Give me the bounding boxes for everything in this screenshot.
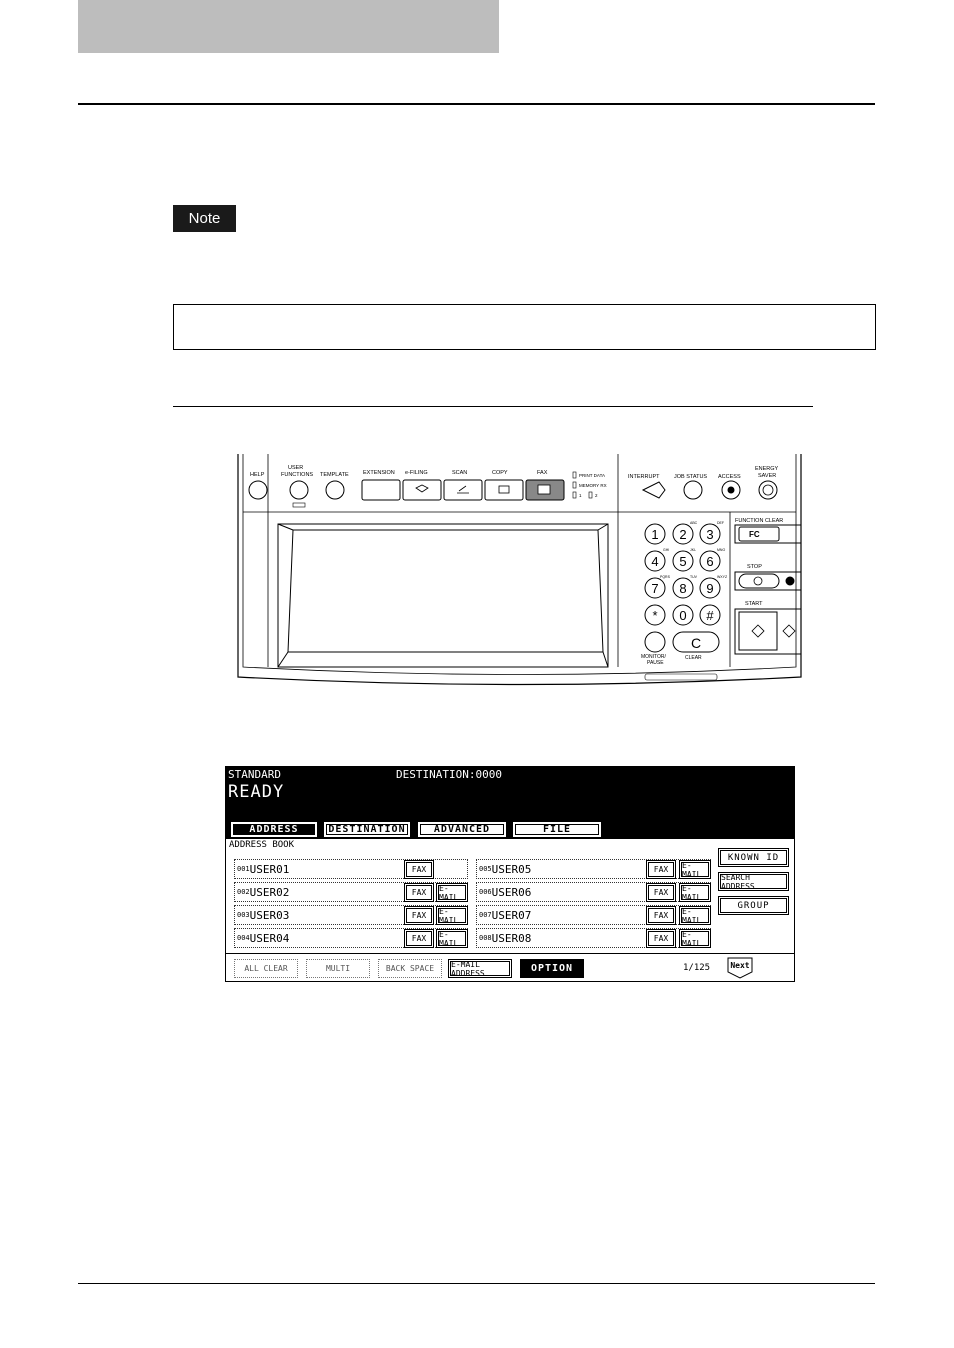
job-status-label: JOB STATUS xyxy=(674,474,708,480)
page-indicator: 1/125 xyxy=(683,963,711,973)
email-button[interactable]: E-MAIL xyxy=(436,883,468,902)
option-button[interactable]: OPTION xyxy=(520,959,584,978)
template-label: TEMPLATE xyxy=(320,472,349,478)
tab-destination[interactable]: DESTINATION xyxy=(323,821,411,838)
list-item[interactable]: 005 USER05 xyxy=(476,859,711,879)
list-item[interactable]: 007 USER07 xyxy=(476,905,711,925)
svg-text:6: 6 xyxy=(706,554,714,569)
email-button[interactable]: E-MAIL xyxy=(679,883,711,902)
group-button[interactable]: GROUP xyxy=(718,896,789,915)
svg-text:JKL: JKL xyxy=(690,548,697,552)
destination-count: DESTINATION:0000 xyxy=(396,768,502,781)
list-item[interactable]: 003 USER03 xyxy=(234,905,468,925)
svg-text:#: # xyxy=(706,608,714,623)
email-button[interactable]: E-MAIL xyxy=(679,906,711,925)
header-bar xyxy=(78,0,499,53)
stop-label: STOP xyxy=(747,564,762,570)
lcd-screen xyxy=(225,766,795,982)
search-address-button[interactable]: SEARCH ADDRESS xyxy=(718,872,789,891)
status-text: READY xyxy=(228,782,285,802)
svg-text:2: 2 xyxy=(679,527,687,542)
function-clear-label: FUNCTION CLEAR xyxy=(735,518,784,524)
clear-label: CLEAR xyxy=(685,655,702,661)
fax-button[interactable]: FAX xyxy=(646,883,676,902)
tab-file[interactable]: FILE xyxy=(512,821,602,838)
start-label: START xyxy=(745,601,763,607)
email-button[interactable]: E-MAIL xyxy=(436,906,468,925)
top-rule xyxy=(78,103,875,105)
svg-text:TUV: TUV xyxy=(690,575,697,579)
fax-label: FAX xyxy=(537,470,548,476)
svg-text:1: 1 xyxy=(651,527,659,542)
interrupt-label: INTERRUPT xyxy=(628,474,660,480)
lcd-divider xyxy=(226,953,794,954)
lcd-status-area xyxy=(226,767,794,839)
memory-rx-label: MEMORY RX xyxy=(579,483,607,488)
note-label: Note xyxy=(173,205,236,232)
control-panel-illustration xyxy=(233,452,808,692)
svg-text:ABC: ABC xyxy=(690,521,698,525)
next-label: Next xyxy=(730,961,750,970)
email-button[interactable]: E-MAIL xyxy=(679,860,711,879)
mode-text: STANDARD xyxy=(228,768,281,781)
back-space-button[interactable]: BACK SPACE xyxy=(378,959,442,978)
svg-text:8: 8 xyxy=(679,581,687,596)
svg-text:5: 5 xyxy=(679,554,687,569)
access-label: ACCESS xyxy=(718,474,741,480)
fax-button[interactable]: FAX xyxy=(404,929,434,948)
address-book-title: ADDRESS BOOK xyxy=(229,840,295,850)
svg-text:GHI: GHI xyxy=(663,548,670,552)
fax-button[interactable]: FAX xyxy=(646,860,676,879)
extension-label: EXTENSION xyxy=(363,470,395,476)
svg-text:MONITOR/: MONITOR/ xyxy=(641,654,666,660)
fax-button[interactable]: FAX xyxy=(404,860,434,879)
svg-text:1: 1 xyxy=(579,493,582,498)
help-label: HELP xyxy=(250,472,265,478)
svg-text:SAVER: SAVER xyxy=(758,473,777,479)
svg-text:3: 3 xyxy=(706,527,714,542)
email-button[interactable]: E-MAIL xyxy=(436,929,468,948)
list-item[interactable]: 002 USER02 xyxy=(234,882,468,902)
fax-button[interactable]: FAX xyxy=(404,883,434,902)
tab-advanced[interactable]: ADVANCED xyxy=(417,821,507,838)
svg-text:*: * xyxy=(652,608,658,623)
help-button-drawing xyxy=(250,465,349,478)
fc-label: FC xyxy=(749,530,760,539)
tab-address[interactable]: ADDRESS xyxy=(230,821,318,838)
svg-text:WXYZ: WXYZ xyxy=(717,575,728,579)
fax-button[interactable]: FAX xyxy=(404,906,434,925)
list-item[interactable]: 004 USER04 xyxy=(234,928,468,948)
clear-key: C xyxy=(690,635,702,651)
list-item[interactable]: 006 USER06 xyxy=(476,882,711,902)
svg-text:9: 9 xyxy=(706,581,714,596)
svg-text:0: 0 xyxy=(679,608,687,623)
section-rule xyxy=(173,406,813,407)
svg-text:PQRS: PQRS xyxy=(660,575,670,579)
copy-label: COPY xyxy=(492,470,508,476)
list-item[interactable]: 001 USER01 xyxy=(234,859,468,879)
scan-label: SCAN xyxy=(452,470,468,476)
all-clear-button[interactable]: ALL CLEAR xyxy=(234,959,298,978)
bottom-rule xyxy=(78,1283,875,1284)
list-item[interactable]: 008 USER08 xyxy=(476,928,711,948)
svg-text:DEF: DEF xyxy=(717,521,724,525)
svg-text:7: 7 xyxy=(651,581,659,596)
svg-text:2: 2 xyxy=(595,493,598,498)
next-button[interactable] xyxy=(727,957,753,979)
multi-button[interactable]: MULTI xyxy=(306,959,370,978)
email-button[interactable]: E-MAIL xyxy=(679,929,711,948)
svg-text:USER: USER xyxy=(288,465,304,471)
note-box xyxy=(173,304,876,350)
fax-button[interactable]: FAX xyxy=(646,906,676,925)
fax-button[interactable]: FAX xyxy=(646,929,676,948)
print-data-label: PRINT DATA xyxy=(579,473,606,478)
svg-text:ENERGY: ENERGY xyxy=(755,466,779,472)
svg-text:4: 4 xyxy=(651,554,659,569)
known-id-button[interactable]: KNOWN ID xyxy=(718,848,789,867)
efiling-label: e-FILING xyxy=(405,470,428,476)
svg-text:FUNCTIONS: FUNCTIONS xyxy=(281,472,314,478)
email-address-button[interactable]: E-MAIL ADDRESS xyxy=(448,959,512,978)
svg-text:MNO: MNO xyxy=(717,548,726,552)
svg-text:PAUSE: PAUSE xyxy=(647,660,664,666)
